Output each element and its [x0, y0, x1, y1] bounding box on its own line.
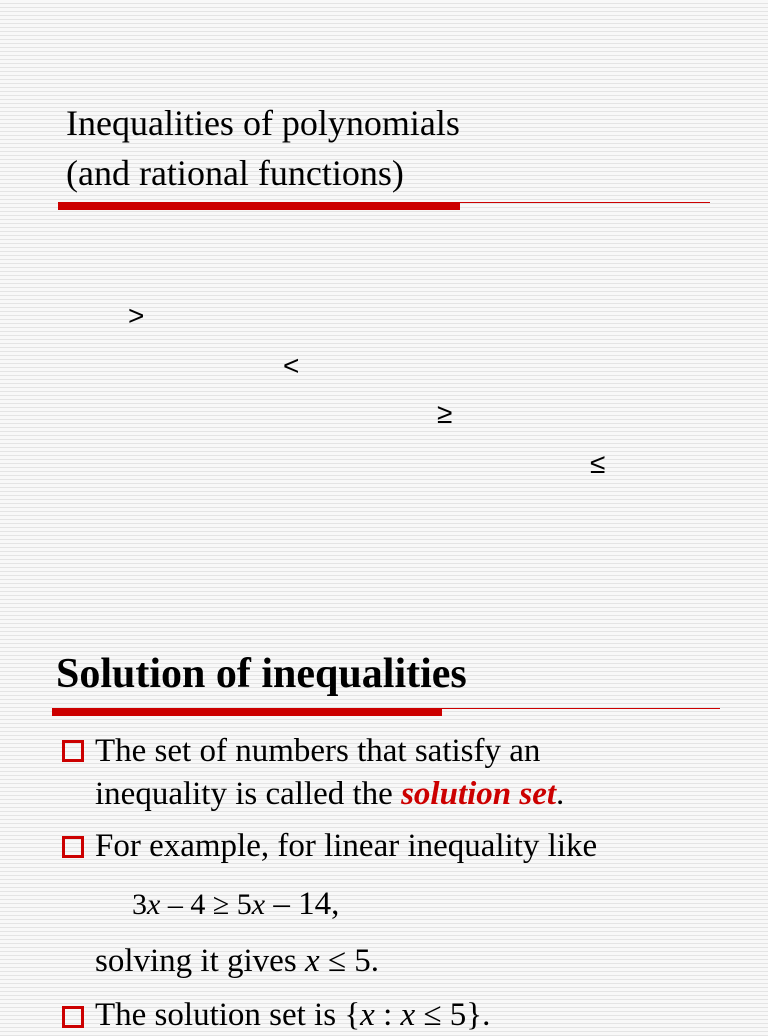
solution-set-emphasis: solution set [401, 776, 557, 812]
greater-equal-symbol: ≥ [437, 398, 453, 429]
bullet3-var1: x [360, 997, 375, 1033]
equation-lhs-rest: – 4 ≥ 5 [160, 888, 252, 921]
bullet3-var2: x [400, 997, 416, 1033]
less-than-symbol: < [283, 350, 300, 381]
solving-var: x [304, 943, 320, 979]
bullet-square-icon [62, 836, 84, 858]
solving-result [95, 940, 379, 982]
bullet1-line2-prefix: inequality is called the [95, 776, 402, 812]
equation-var2: x [251, 888, 266, 921]
bullet1-line1: The set of numbers that satisfy an [95, 733, 541, 769]
less-equal-symbol: ≤ [590, 448, 606, 479]
solving-suffix: ≤ 5. [319, 943, 379, 979]
bullet2-line1: For example, for linear inequality like [95, 828, 598, 864]
slide1-title-line2: (and rational functions) [66, 153, 404, 193]
example-inequality [132, 884, 339, 925]
slide1-title-underline-thick [58, 202, 460, 210]
bullet-square-icon [62, 740, 84, 762]
bullet-square-icon [62, 1006, 84, 1028]
bullet3-text: The solution set is { [95, 997, 361, 1033]
slide2-title: Solution of inequalities [56, 651, 467, 697]
solving-prefix: solving it gives [95, 943, 305, 979]
bullet3-sep: : [374, 997, 401, 1033]
slide1-title-underline-thin [460, 202, 710, 203]
slide1-title [66, 98, 460, 198]
greater-than-symbol: > [128, 300, 145, 331]
slide2-title-underline-thick [52, 708, 442, 716]
equation-lhs-coef: 3 [132, 888, 147, 921]
slide2-title-underline-thin [442, 708, 720, 709]
slide1-title-line1: Inequalities of polynomials [66, 103, 460, 143]
equation-rhs-rest: – 14, [265, 886, 340, 922]
bullet1-line2-suffix: . [556, 776, 565, 812]
equation-var1: x [147, 888, 161, 921]
bullet3-suffix: ≤ 5}. [415, 997, 491, 1033]
bullet3-line1 [95, 994, 490, 1036]
bullet1-line2 [95, 773, 564, 815]
